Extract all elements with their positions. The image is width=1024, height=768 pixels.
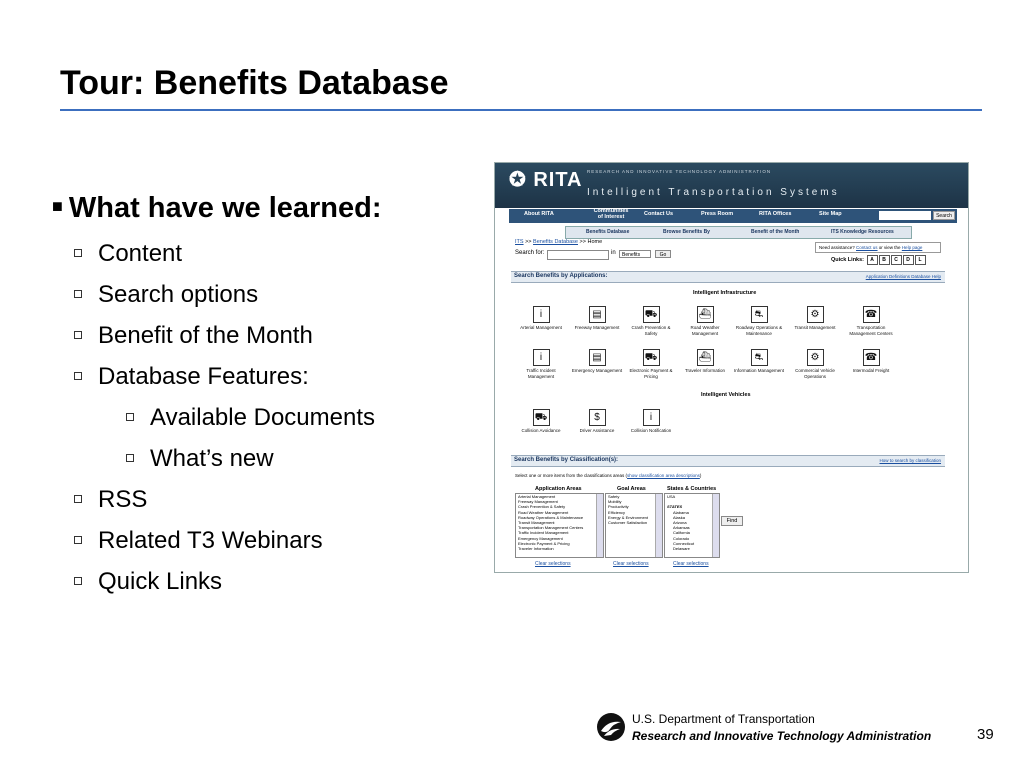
goal-areas-listbox[interactable] xyxy=(605,493,663,558)
search-scope-select[interactable]: Benefits xyxy=(619,250,651,258)
slide-title: Tour: Benefits Database xyxy=(60,64,449,102)
application-icon: ⛟ xyxy=(643,306,660,323)
rita-logo: ✪ RITA xyxy=(509,169,583,191)
application-icon: i xyxy=(643,409,660,426)
applications-section-bar xyxy=(511,271,945,283)
crumb-its[interactable]: ITS xyxy=(515,239,524,245)
bullet-item-label: Quick Links xyxy=(98,568,223,595)
application-tile[interactable] xyxy=(515,306,567,331)
intro-end: ) xyxy=(699,473,702,478)
listbox-option[interactable]: Delaware xyxy=(673,546,690,552)
application-tile[interactable] xyxy=(515,409,567,434)
application-tile[interactable] xyxy=(571,349,623,374)
site-title: Intelligent Transportation Systems xyxy=(587,187,840,198)
infrastructure-title: Intelligent Infrastructure xyxy=(693,290,757,296)
help-box xyxy=(815,242,941,253)
footer-admin: Research and Innovative Technology Administration xyxy=(632,729,932,743)
listbox-option[interactable]: STATES xyxy=(667,504,683,510)
application-tile[interactable] xyxy=(571,409,623,434)
application-label: Intermodal Freight xyxy=(852,368,890,373)
bullet-item-label: Available Documents xyxy=(150,404,376,431)
application-label: Collision Avoidance xyxy=(521,428,561,433)
listbox-option[interactable]: California xyxy=(673,530,690,536)
applications-help-links[interactable]: Application Definitions Database Help xyxy=(865,274,941,279)
application-icon: i xyxy=(533,306,550,323)
application-tile[interactable] xyxy=(571,306,623,331)
tab-browse-benefits[interactable]: Browse Benefits By xyxy=(663,229,710,235)
listbox-option[interactable]: Freeway Management xyxy=(518,499,558,505)
bullet-item-label: Content xyxy=(98,240,183,267)
listbox-option[interactable]: Energy & Environment xyxy=(608,514,649,520)
listbox-scrollbar[interactable] xyxy=(655,494,662,557)
tab-its-knowledge[interactable]: ITS Knowledge Resources xyxy=(831,229,894,235)
listbox-option[interactable]: Transportation Management Centers xyxy=(518,525,584,531)
states-listbox[interactable] xyxy=(664,493,720,558)
listbox-option[interactable]: Arkansas xyxy=(673,525,690,531)
application-tile[interactable] xyxy=(625,409,677,434)
application-tile[interactable] xyxy=(733,349,785,374)
application-icon: ⚙ xyxy=(807,349,824,366)
benefits-database-screenshot xyxy=(494,162,969,573)
quick-link-icon[interactable]: L xyxy=(915,255,926,265)
rita-logo-subtitle: RESEARCH AND INNOVATIVE TECHNOLOGY ADMINISTRATION xyxy=(587,169,772,174)
application-tile[interactable] xyxy=(789,306,841,331)
help-text: Need assistance? xyxy=(819,245,857,250)
find-button[interactable]: Find xyxy=(721,516,743,526)
square-bullet-icon xyxy=(74,331,82,339)
application-label: Roadway Operations & Maintenance xyxy=(735,325,783,336)
nav-contact-us[interactable]: Contact Us xyxy=(644,211,674,217)
applications-section-title: Search Benefits by Applications: xyxy=(514,273,608,279)
help-page-link[interactable]: Help page xyxy=(901,245,923,250)
application-icon: ⛴ xyxy=(697,349,714,366)
listbox-option[interactable]: Road Weather Management xyxy=(518,509,569,515)
bullet-item xyxy=(74,486,147,514)
footer-dept: U.S. Department of Transportation xyxy=(632,712,815,726)
site-search-input[interactable] xyxy=(879,211,931,220)
application-label: Information Management xyxy=(733,368,785,373)
quick-link-icon[interactable]: D xyxy=(903,255,914,265)
bullet-item xyxy=(74,322,313,350)
listbox-option[interactable]: Connecticut xyxy=(673,540,695,546)
application-icon: ⛟ xyxy=(533,409,550,426)
go-button[interactable]: Go xyxy=(655,250,671,258)
crumb-db[interactable]: Benefits Database xyxy=(533,239,578,245)
listbox-option[interactable]: Arizona xyxy=(673,520,687,526)
listbox-option[interactable]: Colorado xyxy=(673,535,690,541)
classification-help-link[interactable]: How to search by classification xyxy=(879,458,941,463)
bullet-item-label: Related T3 Webinars xyxy=(98,527,323,554)
application-icon: i xyxy=(533,349,550,366)
bullet-item-label: Benefit of the Month xyxy=(98,322,313,349)
application-label: Traffic Incident Management xyxy=(526,368,556,379)
search-input[interactable] xyxy=(547,250,609,260)
application-tile[interactable] xyxy=(789,349,841,379)
listbox-option[interactable]: Productivity xyxy=(608,504,629,510)
square-bullet-icon xyxy=(74,495,82,503)
listbox-option[interactable]: Traveler Information xyxy=(518,546,554,552)
square-bullet-icon xyxy=(126,413,134,421)
application-icon: ⛴ xyxy=(697,306,714,323)
search-for-label: Search for: xyxy=(515,250,545,256)
top-nav xyxy=(509,209,957,223)
application-tile[interactable] xyxy=(679,349,731,374)
bullet-heading xyxy=(52,192,382,225)
goal-areas-header: Goal Areas xyxy=(617,486,646,492)
application-icon: ▤ xyxy=(589,306,606,323)
quick-links xyxy=(831,255,926,265)
listbox-option[interactable]: Emergency Management xyxy=(518,535,563,541)
quick-link-icon[interactable]: C xyxy=(891,255,902,265)
quick-link-icon[interactable]: B xyxy=(879,255,890,265)
application-label: Emergency Management xyxy=(571,368,623,373)
application-label: Road Weather Management xyxy=(690,325,720,336)
application-label: Collision Notification xyxy=(630,428,672,433)
classification-intro xyxy=(515,473,701,478)
application-label: Arterial Management xyxy=(520,325,562,330)
classification-section-title: Search Benefits by Classification(s): xyxy=(514,457,619,463)
listbox-option[interactable]: Transit Management xyxy=(518,520,555,526)
dot-logo-icon xyxy=(596,712,626,742)
application-icon: ☎ xyxy=(863,349,880,366)
application-icon: ☎ xyxy=(863,306,880,323)
bullet-marker-icon: ■ xyxy=(52,196,63,216)
nav-press-room[interactable]: Press Room xyxy=(701,211,734,217)
listbox-option[interactable]: Customer Satisfaction xyxy=(608,520,648,526)
sub-bullet-item xyxy=(126,445,274,473)
clear-selections-link[interactable]: Clear selections xyxy=(673,561,709,567)
listbox-option[interactable]: Efficiency xyxy=(608,509,626,515)
listbox-option[interactable]: Traffic Incident Management xyxy=(518,530,569,536)
listbox-option[interactable]: USA xyxy=(667,494,676,499)
application-areas-header: Application Areas xyxy=(535,486,582,492)
quick-link-icon[interactable]: A xyxy=(867,255,878,265)
application-tile[interactable] xyxy=(679,306,731,336)
listbox-scrollbar[interactable] xyxy=(596,494,603,557)
application-label: Driver Assistance xyxy=(579,428,615,433)
application-icon: ⚙ xyxy=(807,306,824,323)
bullet-item xyxy=(74,363,309,391)
nav-rita-offices[interactable]: RITA Offices xyxy=(759,211,792,217)
bullet-item-label: What’s new xyxy=(150,445,274,472)
bullet-item xyxy=(74,281,258,309)
page-number: 39 xyxy=(977,726,994,743)
bullet-item xyxy=(74,527,323,555)
listbox-option[interactable]: Electronic Payment & Pricing xyxy=(518,540,570,546)
application-icon: ⛐ xyxy=(751,306,768,323)
application-tile[interactable] xyxy=(515,349,567,379)
bullet-item-label: Database Features: xyxy=(98,363,309,390)
application-tile[interactable] xyxy=(845,349,897,374)
square-bullet-icon xyxy=(74,290,82,298)
application-tile[interactable] xyxy=(845,306,897,336)
listbox-option[interactable]: Safety xyxy=(608,494,620,499)
classification-section-bar xyxy=(511,455,945,467)
listbox-option[interactable]: Mobility xyxy=(608,499,622,505)
tab-benefit-of-month[interactable]: Benefit of the Month xyxy=(751,229,800,235)
application-icon: $ xyxy=(589,409,606,426)
application-icon: ⛟ xyxy=(643,349,660,366)
application-label: Crash Prevention & Safety xyxy=(631,325,671,336)
application-tile[interactable] xyxy=(625,306,677,336)
crumb-sep: >> xyxy=(523,239,534,245)
square-bullet-icon xyxy=(126,454,134,462)
listbox-scrollbar[interactable] xyxy=(712,494,719,557)
tab-benefits-database[interactable]: Benefits Database xyxy=(586,229,630,235)
nav-communities[interactable]: Communities of Interest xyxy=(593,208,629,220)
nav-site-map[interactable]: Site Map xyxy=(819,211,842,217)
bullet-heading-text: What have we learned: xyxy=(68,192,382,224)
listbox-option[interactable]: Roadway Operations & Maintenance xyxy=(518,514,584,520)
bullet-item xyxy=(74,568,222,596)
application-areas-listbox[interactable] xyxy=(515,493,604,558)
listbox-option[interactable]: Crash Prevention & Safety xyxy=(518,504,566,510)
application-icon: ⛐ xyxy=(751,349,768,366)
nav-about-rita[interactable]: About RITA xyxy=(524,211,554,217)
application-label: Electronic Payment & Pricing xyxy=(629,368,673,379)
square-bullet-icon xyxy=(74,577,82,585)
bullet-item-label: RSS xyxy=(98,486,148,513)
breadcrumb xyxy=(515,239,602,245)
bullet-item-label: Search options xyxy=(98,281,259,308)
site-banner xyxy=(495,163,969,208)
site-search-button[interactable]: Search xyxy=(933,211,955,220)
quick-links-label: Quick Links: xyxy=(831,257,865,263)
crumb-home: >> Home xyxy=(578,239,603,245)
contact-link[interactable]: Contact us xyxy=(856,245,878,250)
listbox-option[interactable]: Alaska xyxy=(673,514,686,520)
application-label: Transit Management xyxy=(794,325,836,330)
in-label: in xyxy=(611,250,616,256)
intro-text: Select one or more items from the classifications areas ( xyxy=(515,473,628,478)
sub-bullet-item xyxy=(126,404,375,432)
descriptions-link[interactable]: show classification area descriptions xyxy=(627,473,700,478)
listbox-option[interactable]: Arterial Management xyxy=(518,494,556,499)
square-bullet-icon xyxy=(74,372,82,380)
benefits-nav xyxy=(565,226,912,239)
square-bullet-icon xyxy=(74,536,82,544)
application-label: Freeway Management xyxy=(574,325,620,330)
application-icon: ▤ xyxy=(589,349,606,366)
listbox-option[interactable]: Alabama xyxy=(673,509,689,515)
help-text-mid: or view the xyxy=(877,245,902,250)
bullet-item xyxy=(74,240,182,268)
title-divider xyxy=(60,109,982,111)
application-label: Transportation Management Centers xyxy=(849,325,893,336)
application-tile[interactable] xyxy=(625,349,677,379)
application-label: Commercial Vehicle Operations xyxy=(795,368,835,379)
clear-selections-link[interactable]: Clear selections xyxy=(535,561,571,567)
application-tile[interactable] xyxy=(733,306,785,336)
clear-selections-link[interactable]: Clear selections xyxy=(613,561,649,567)
vehicles-title: Intelligent Vehicles xyxy=(701,392,751,398)
application-label: Traveler Information xyxy=(684,368,726,373)
square-bullet-icon xyxy=(74,249,82,257)
states-header: States & Countries xyxy=(667,486,717,492)
